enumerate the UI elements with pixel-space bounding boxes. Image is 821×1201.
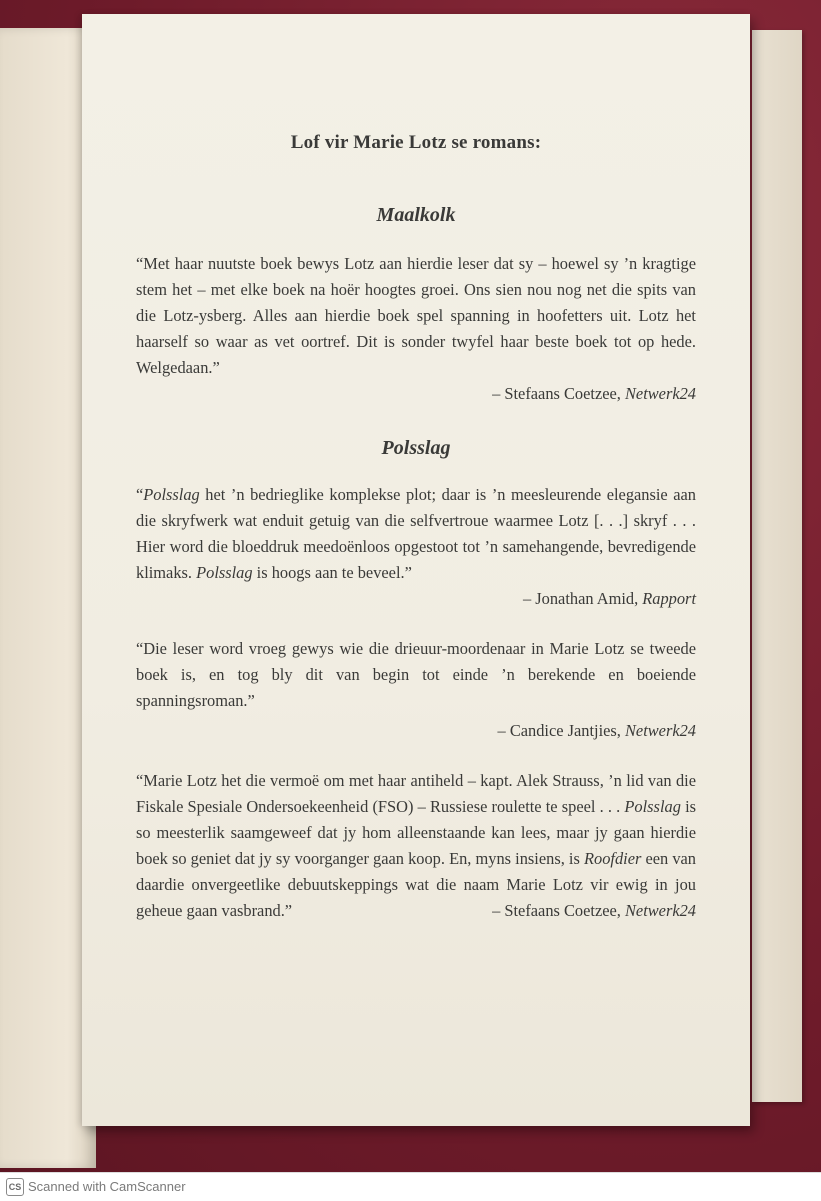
review-quote: “Met haar nuutste boek bewys Lotz aan hierdie leser dat sy – hoewel sy ’n kragtige stem het – met elke boek na hoër hoogtes groei. Ons sien nou nog net die spits van die Lotz-ysberg. Alles aan hierdie boek spel spanning in hoofetters uit. Lotz het haarself so waar as vet oortref. Dit is sonder twyfel haar beste boek tot op hede. Welgedaan.” — [136, 254, 696, 377]
quote-text: een van daardie onvergeetlike debuutskeppings wat die naam Marie Lotz vir ewig in jou geheue gaan vasbrand.” — [136, 849, 696, 920]
quote-book-title: Roofdier — [583, 849, 642, 868]
review-attribution — [136, 718, 696, 744]
attribution-name: – Stefaans Coetzee, — [492, 384, 625, 403]
page-stack-edge — [752, 30, 802, 1102]
quote-text: is hoogs aan te beveel.” — [252, 563, 412, 582]
scanner-footer — [0, 1172, 821, 1201]
attribution-name: – Stefaans Coetzee, — [492, 901, 625, 920]
attribution-source: Netwerk24 — [624, 384, 696, 403]
quote-book-title: Polsslag — [143, 485, 200, 504]
attribution-name: – Jonathan Amid, — [522, 589, 643, 608]
page-content — [136, 114, 696, 924]
attribution-name: – Candice Jantjies, — [497, 721, 625, 740]
scanned-label: Scanned with CamScanner — [28, 1179, 186, 1194]
book-page — [82, 14, 750, 1126]
attribution-source: Netwerk24 — [624, 721, 696, 740]
page-heading: Lof vir Marie Lotz se romans: — [290, 132, 542, 153]
book-title-maalkolk: Maalkolk — [376, 204, 456, 226]
attribution-source: Rapport — [642, 589, 696, 608]
attribution-source: Netwerk24 — [624, 901, 696, 920]
quote-text: is so meesterlik saamgeweef dat jy hom alleenstaande kan lees, maar jy gaan hierdie boek so geniet dat jy sy voorganger gaan koop. En, myns insiens, is — [136, 797, 696, 868]
quote-open: “ — [136, 485, 144, 504]
review-quote: “Die leser word vroeg gewys wie die drieuur-moordenaar in Marie Lotz se tweede boek is, en tog bly dit van begin tot einde ’n berekende en boeiende spanningsroman.” — [136, 639, 696, 710]
review-quote — [136, 482, 696, 586]
quote-text: het ’n bedrieglike komplekse plot; daar is ’n meesleurende elegansie aan die skryfwerk wat enduit getuig van die selfvertroue waarmee Lotz [. . .] skryf . . . Hier word die bloeddruk meedoënloos opgestoot tot ’n samehangende, bevredigende klimaks. — [136, 485, 696, 582]
quote-book-title: Polsslag — [624, 797, 681, 816]
camscanner-logo-icon: CS — [6, 1178, 24, 1196]
book-title-polsslag: Polsslag — [381, 437, 451, 459]
quote-text: “Marie Lotz het die vermoë om met haar antiheld – kapt. Alek Strauss, ’n lid van die Fiskale Spesiale Ondersoekeenheid (FSO) – Russiese roulette te speel . . . — [136, 771, 696, 816]
review-attribution — [136, 586, 696, 612]
review-attribution — [136, 381, 696, 407]
quote-book-title: Polsslag — [196, 563, 253, 582]
